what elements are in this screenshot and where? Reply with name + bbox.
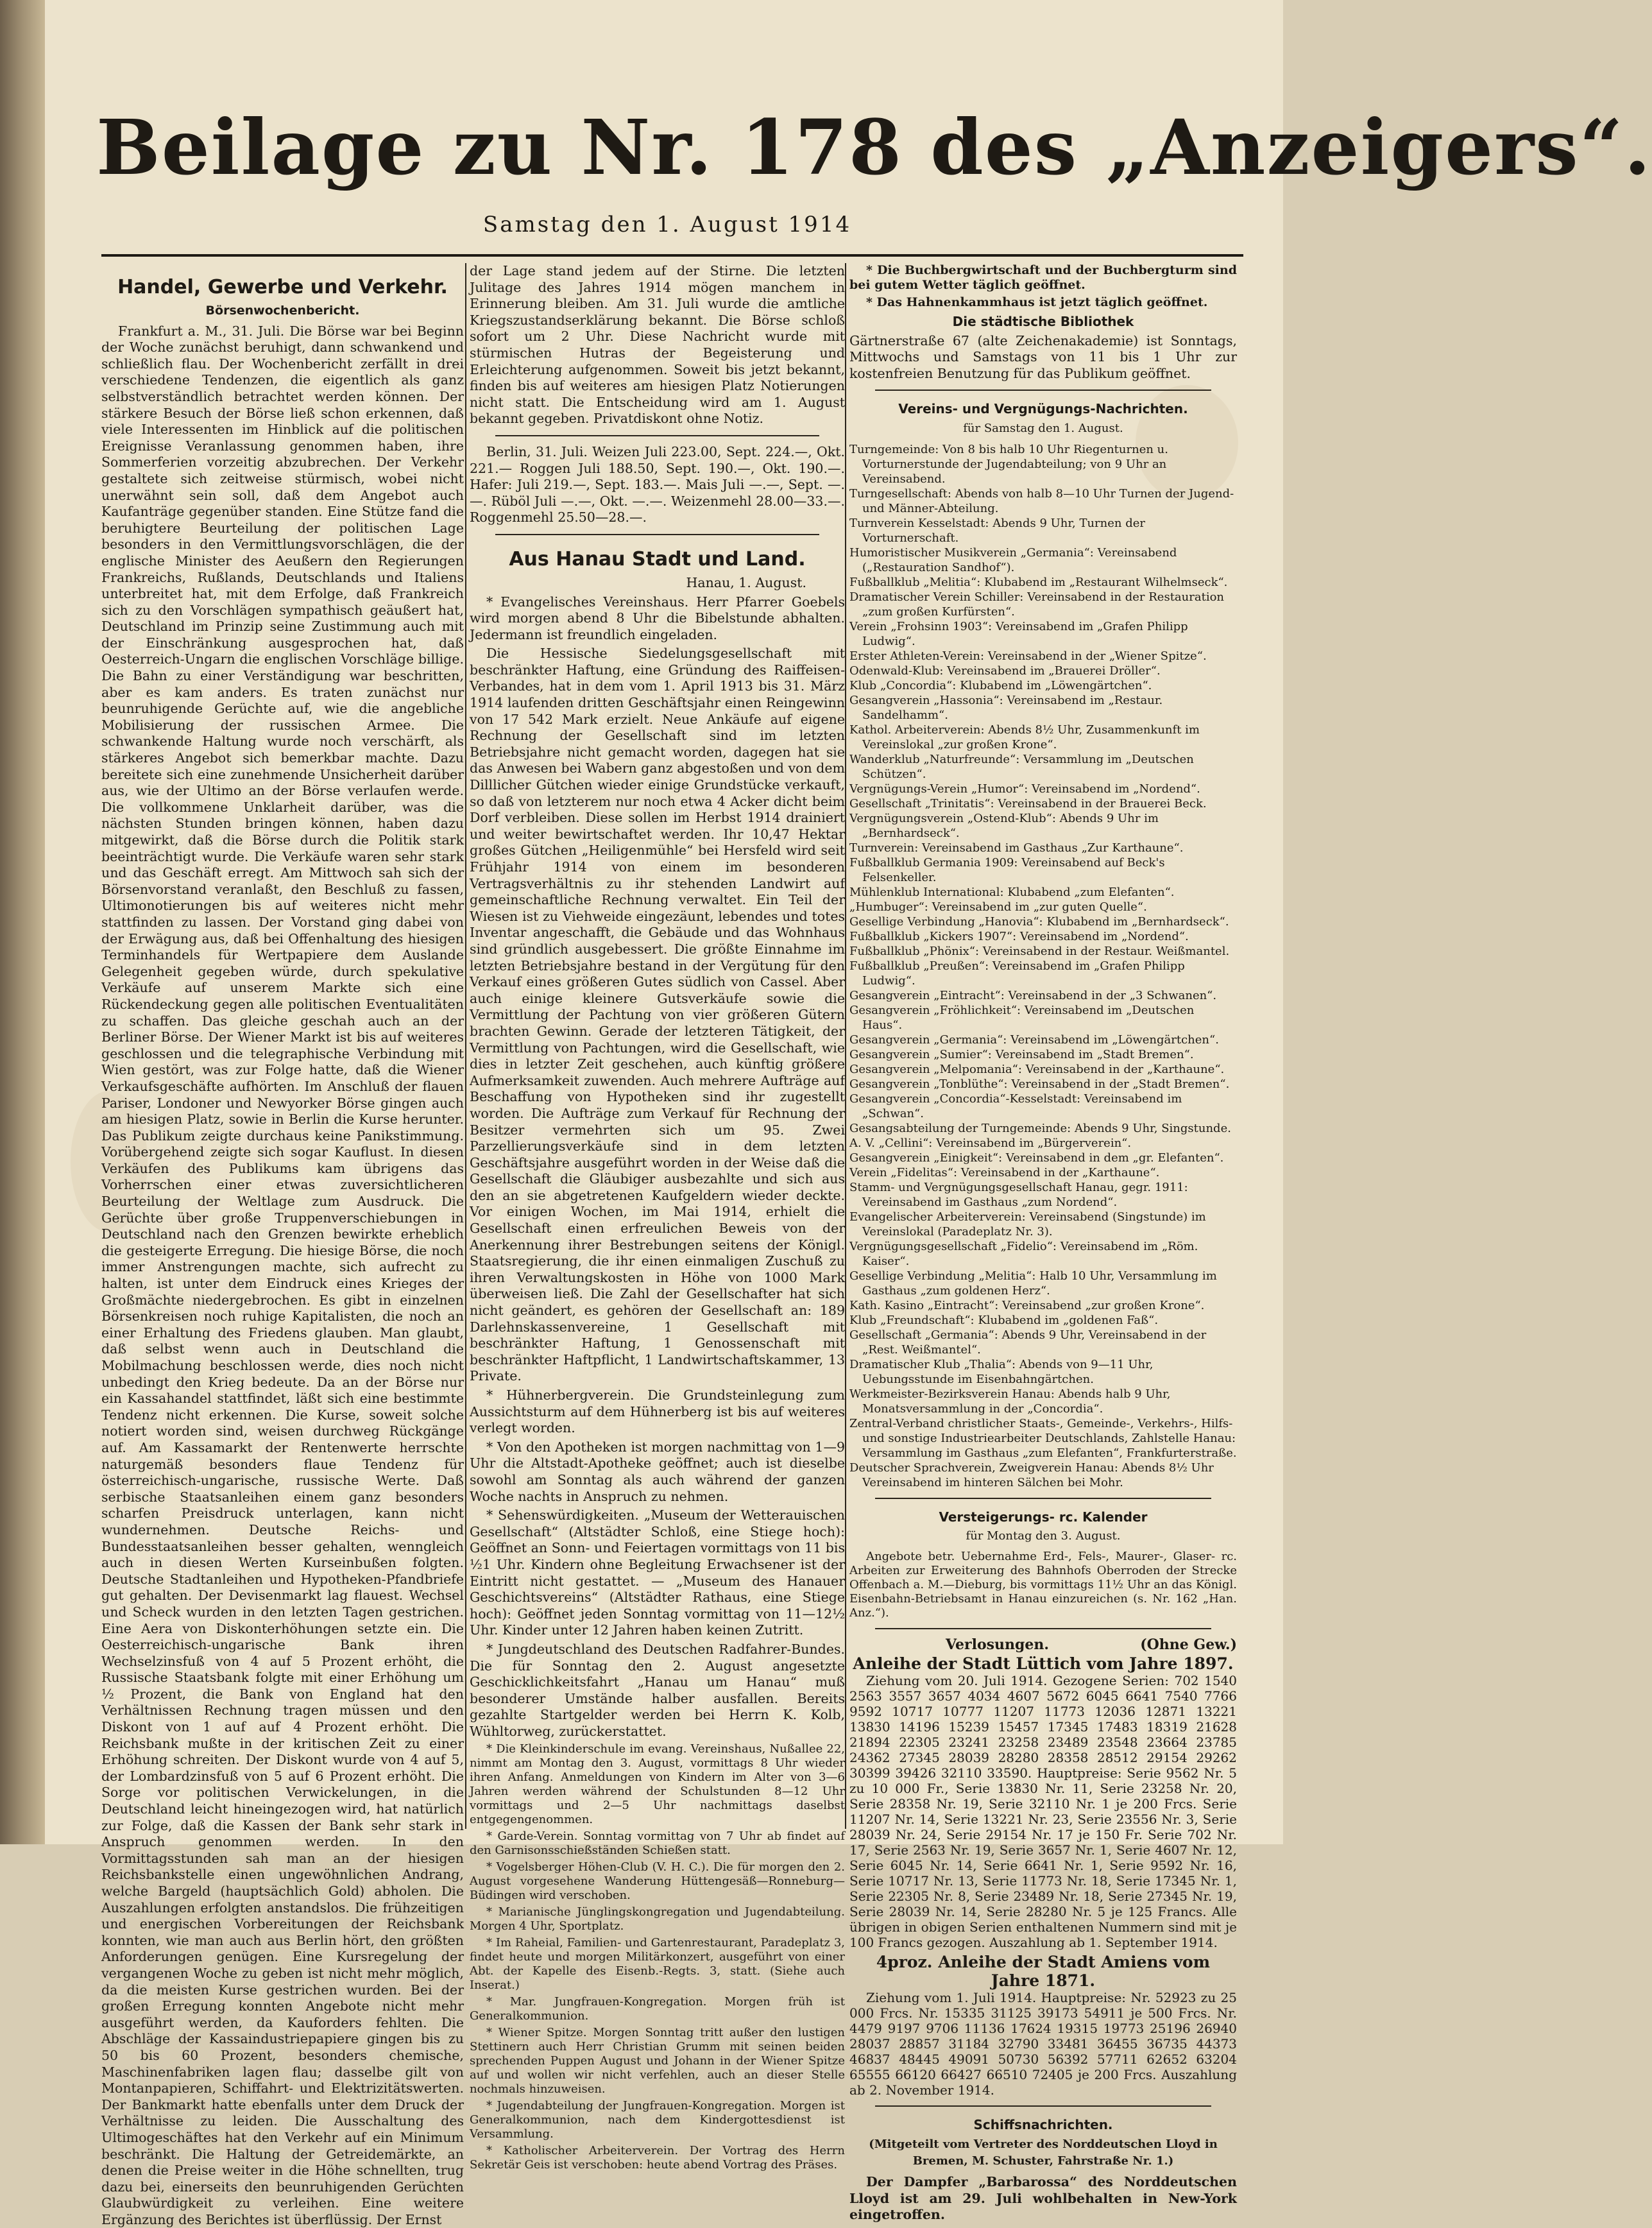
book-binding <box>0 0 45 1844</box>
news-item: * Katholischer Arbeiterverein. Der Vortrag des Herrn Sekretär Geis ist verschoben: heute abend Vortrag des Präses. <box>470 2144 845 2172</box>
column-3 <box>849 263 1237 2223</box>
section-dateline: Hanau, 1. August. <box>686 574 806 590</box>
library-text: Gärtnerstraße 67 (alte Zeichenakademie) ist Sonntags, Mittwochs und Samstags von 11 bis 1 Uhr zur kostenfreien Benutzung für das Publikum geöffnet. <box>849 332 1237 381</box>
vereins-item: Humoristischer Musikverein „Germania“: Vereinsabend („Restauration Sandhof“). <box>849 545 1177 574</box>
vereins-item: Dramatischer Verein Schiller: Vereinsabend in der Restauration „zum großen Kurfürsten“. <box>849 590 1225 619</box>
vereins-item: Verein „Fidelitas“: Vereinsabend in der „Karthaune“. <box>849 1165 1160 1179</box>
schiff-subtitle: (Mitgeteilt vom Vertreter des Norddeutschen Lloyd in Bremen, M. Schuster, Fahrstraße Nr. 1.) <box>869 2137 1218 2168</box>
verlosung-header <box>849 1637 1237 1654</box>
divider <box>875 1498 1211 1499</box>
news-item: * Mar. Jungfrauen-Kongregation. Morgen früh ist Generalkommunion. <box>470 1995 845 2023</box>
masthead: Beilage zu Nr. 178 des „Anzeigers“. <box>96 103 1652 192</box>
vereins-item: Gesangverein „Fröhlichkeit“: Vereinsabend im „Deutschen Haus“. <box>849 1003 1195 1032</box>
vereins-item: Fußballklub Germania 1909: Vereinsabend auf Beck's Felsenkeller. <box>849 855 1165 884</box>
vereins-item: Evangelischer Arbeiterverein: Vereinsabend (Singstunde) im Vereinslokal (Paradeplatz Nr. 3). <box>849 1210 1206 1238</box>
kalender-subtitle: für Montag den 3. August. <box>966 1529 1121 1543</box>
vereins-item: Fußballklub „Kickers 1907“: Vereinsabend im „Nordend“. <box>849 929 1189 943</box>
section-title: Aus Hanau Stadt und Land. <box>509 547 806 570</box>
vereins-item: Vergnügungsgesellschaft „Fidelio“: Vereinsabend im „Röm. Kaiser“. <box>849 1239 1198 1268</box>
vereins-subtitle: für Samstag den 1. August. <box>963 421 1123 435</box>
news-item: * Vogelsberger Höhen-Club (V. H. C.). Die für morgen den 2. August vorgesehene Wanderung Hüttengesäß—Ronneburg—Büdingen wird verschoben. <box>470 1860 845 1903</box>
vereins-item: Turngesellschaft: Abends von halb 8—10 Uhr Turnen der Jugend- und Männer-Abteilung. <box>849 486 1234 515</box>
vereins-item: Turnverein Kesselstadt: Abends 9 Uhr, Turnen der Vorturnerschaft. <box>849 516 1145 545</box>
column-2 <box>470 263 845 2172</box>
column-divider <box>465 263 466 1829</box>
vereins-item: Gesangverein „Concordia“-Kesselstadt: Vereinsabend im „Schwan“. <box>849 1092 1182 1120</box>
notice: * Die Buchbergwirtschaft und der Buchbergturm sind bei gutem Wetter täglich geöffnet. <box>849 263 1237 292</box>
anleihe-title: 4proz. Anleihe der Stadt Amiens vom Jahre 1871. <box>876 1953 1211 1991</box>
vereins-item: Klub „Freundschaft“: Klubabend im „goldenen Faß“. <box>849 1313 1159 1327</box>
vereins-item: Zentral-Verband christlicher Staats-, Gemeinde-, Verkehrs-, Hilfs- und sonstige Industriearbeiter Deutschlands, Zahlstelle Hanau: Versammlung im Gasthaus „zum Elefanten“, Frankfurterstraße. <box>849 1416 1237 1460</box>
vereins-item: Wanderklub „Naturfreunde“: Versammlung im „Deutschen Schützen“. <box>849 752 1194 781</box>
vereins-item: Stamm- und Vergnügungsgesellschaft Hanau, gegr. 1911: Vereinsabend im Gasthaus „zum Nordend“. <box>849 1180 1188 1209</box>
news-item: * Wiener Spitze. Morgen Sonntag tritt außer den lustigen Stettinern auch Herr Christian Grumm mit seinen beiden sprechenden Puppen August und Johann in der Wiener Spitze auf und wollen wir nicht verfehlen, auch an dieser Stelle nochmals hinzuweisen. <box>470 2026 845 2096</box>
column-divider <box>845 263 846 1829</box>
vereins-item: Gesangsabteilung der Turngemeinde: Abends 9 Uhr, Singstunde. <box>849 1121 1231 1135</box>
vereins-item: Fußballklub „Phönix“: Vereinsabend in der Restaur. Weißmantel. <box>849 944 1230 958</box>
news-item: * Sehenswürdigkeiten. „Museum der Wetterauischen Gesellschaft“ (Altstädter Schloß, eine Stiege hoch): Geöffnet an Sonn- und Feiertagen vormittags von 11 bis ½1 Uhr. Kindern ohne Begleitung Erwachsener ist der Eintritt nicht gestattet. — „Museum des Hanauer Geschichtsvereins“ (Altstädter Rathaus, eine Stiege hoch): Geöffnet jeden Sonntag vormittag von 11—12½ Uhr. Kinder unter 12 Jahren haben keinen Zutritt. <box>470 1507 845 1638</box>
divider <box>495 534 819 535</box>
kalender-text: Angebote betr. Uebernahme Erd-, Fels-, Maurer-, Glaser- rc. Arbeiten zur Erweiterung des Bahnhofs Oberroden der Strecke Offenbach a. M.—Dieburg, bis vormittags 11½ Uhr an das Königl. Eisenbahn-Betriebsamt in Hanau einzureichen (s. Nr. 162 „Han. Anz.“). <box>849 1549 1237 1620</box>
vereins-item: Gesangverein „Eintracht“: Vereinsabend in der „3 Schwanen“. <box>849 988 1217 1002</box>
news-item: * Hühnerbergverein. Die Grundsteinlegung zum Aussichtsturm auf dem Hühnerberg ist bis auf weiteres verlegt worden. <box>470 1387 845 1436</box>
news-item: * Evangelisches Vereinshaus. Herr Pfarrer Goebels wird morgen abend 8 Uhr die Bibelstunde abhalten. Jedermann ist freundlich eingeladen. <box>470 594 845 642</box>
vereins-item: A. V. „Cellini“: Vereinsabend im „Bürgerverein“. <box>849 1136 1132 1150</box>
vereins-item: Kathol. Arbeiterverein: Abends 8½ Uhr, Zusammenkunft im Vereinslokal „zur großen Krone“. <box>849 723 1200 751</box>
vereins-item: Gesellschaft „Germania“: Abends 9 Uhr, Vereinsabend in der „Rest. Weißmantel“. <box>849 1328 1207 1357</box>
news-item: Die Hessische Siedelungsgesellschaft mit beschränkter Haftung, eine Gründung des Raiffeisen-Verbandes, hat in dem vom 1. April 1913 bis 31. März 1914 laufenden dritten Geschäftsjahr einen Reingewinn von 17 542 Mark erzielt. Neue Ankäufe auf eigene Rechnung der Gesellschaft sind im letzten Betriebsjahre nicht gemacht worden, dagegen hat sie das Anwesen bei Wabern ganz abgestoßen und von dem Dilllicher Gütchen wieder einige Grundstücke verkauft, so daß von letzterem nur noch etwa 4 Acker dicht beim Dorf verbleiben. Diese sollen im Herbst 1914 drainiert und weiter bewirtschaftet werden. Ihr 10,47 Hektar großes Gütchen „Heiligenmühle“ bei Hersfeld wird seit Frühjahr 1914 von einem im besonderen Vertragsverhältnis zu ihr stehenden Landwirt auf gemeinschaftliche Rechnung verwaltet. Ein Teil der Wiesen ist zu Viehweide eingezäunt, lebendes und totes Inventar angeschafft, die Gebäude und das Wohnhaus sind gründlich ausgebessert. Die größte Einnahme im letzten Betriebsjahre bestand in der Vergütung für den Verkauf eines größeren Gutes südlich von Cassel. Aber auch einige kleinere Gutsverkäufe sowie die Vermittlung der Pachtung von vier größeren Gütern brachten Gewinn. Gerade der letzteren Tätigkeit, der Vermittlung von Pachtungen, wird die Gesellschaft, wie dies in letzter Zeit geschehen, auch künftig größere Aufmerksamkeit zuwenden. Auch mehrere Aufträge auf Beschaffung von Hypotheken sind ihr zugestellt worden. Die Aufträge zum Verkauf für Rechnung der Besitzer vermehrten sich um 95. Zwei Parzellierungsverkäufe sind in dem letzten Geschäftsjahre ausgeführt worden in der Weise daß die Gesellschaft die Gläubiger ausbezahlte und sich aus den an sie abgetretenen Kaufgeldern wieder deckte. Vor einigen Wochen, im Mai 1914, erhielt die Gesellschaft einen erfreulichen Beweis von der Anerkennung ihrer Bestrebungen seitens der Königl. Staatsregierung, die ihr einen einmaligen Zuschuß zu ihren Verwaltungskosten in Höhe von 1000 Mark überweisen ließ. Die Zahl der Gesellschafter hat sich nicht geändert, es gehören der Gesellschaft an: 189 Darlehnskassenvereine, 1 Gesellschaft mit beschränkter Haftung, 1 Genossenschaft mit beschränkter Haftpflicht, 1 Landwirtschaftskammer, 13 Private. <box>470 646 845 1384</box>
anleihe-title: Anleihe der Stadt Lüttich vom Jahre 1897. <box>853 1654 1234 1674</box>
anleihe-text: Ziehung vom 1. Juli 1914. Hauptpreise: Nr. 52923 zu 25 000 Frcs. Nr. 15335 31125 39173 54911 je 500 Frcs. Nr. 4479 9197 9706 11136 17624 19315 19773 25196 26940 28037 28857 31184 32790 33481 36455 36735 44373 46837 48445 49091 50730 56392 57711 62652 63204 65555 66120 66427 66510 72405 je 200 Frcs. Auszahlung ab 2. November 1914. <box>849 1990 1237 2098</box>
section-title: Handel, Gewerbe und Verkehr. <box>117 276 448 298</box>
vereins-item: Fußballklub „Melitia“: Klubabend im „Restaurant Wilhelmseck“. <box>849 575 1228 589</box>
vereins-item: Fußballklub „Preußen“: Vereinsabend im „Grafen Philipp Ludwig“. <box>849 959 1185 988</box>
news-item: * Im Raheial, Familien- und Gartenrestaurant, Paradeplatz 3, findet heute und morgen Militärkonzert, ausgeführt von einer Abt. der Kapelle des Eisenb.-Regts. 3, statt. (Siehe auch Inserat.) <box>470 1936 845 1992</box>
vereins-item: Turnverein: Vereinsabend im Gasthaus „Zur Karthaune“. <box>849 841 1184 855</box>
divider <box>875 390 1211 391</box>
verlosung-note: (Ohne Gew.) <box>1140 1636 1237 1653</box>
vereins-item: Turngemeinde: Von 8 bis halb 10 Uhr Riegenturnen u. Vorturnerstunde der Jugendabteilung; von 9 Uhr an Vereinsabend. <box>849 442 1168 486</box>
vereins-item: Vergnügungs-Verein „Humor“: Vereinsabend im „Nordend“. <box>849 782 1200 796</box>
vereins-item: Mühlenklub International: Klubabend „zum Elefanten“. <box>849 885 1175 899</box>
news-item: * Marianische Jünglingskongregation und Jugendabteilung. Morgen 4 Uhr, Sportplatz. <box>470 1905 845 1933</box>
vereins-title: Vereins- und Vergnügungs-Nachrichten. <box>898 401 1188 417</box>
article-paragraph: der Lage stand jedem auf der Stirne. Die letzten Julitage des Jahres 1914 mögen manchem in Erinnerung bleiben. Am 31. Juli wurde die amtliche Kriegszustandserklärung bekannt. Die Börse schloß sofort um 2 Uhr. Diese Nachricht wurde mit stürmischen Hutras der Begeisterung und Erleichterung aufgenommen. Soweit bis jetzt bekannt, finden bis auf weiteres am hiesigen Platz Notierungen nicht statt. Die Entscheidung wird am 1. August bekannt gegeben. Privatdiskont ohne Notiz. <box>470 263 845 427</box>
vereins-item: Gesangverein „Tonblüthe“: Vereinsabend in der „Stadt Bremen“. <box>849 1077 1230 1091</box>
library-title: Die städtische Bibliothek <box>952 314 1134 329</box>
news-item: * Jugendabteilung der Jungfrauen-Kongregation. Morgen ist Generalkommunion, nach dem Kindergottesdienst ist Versammlung. <box>470 2099 845 2141</box>
divider <box>495 435 819 436</box>
vereins-item: Dramatischer Klub „Thalia“: Abends von 9—11 Uhr, Uebungsstunde im Eisenbahngärtchen. <box>849 1357 1154 1386</box>
vereins-item: Gesangverein „Germania“: Vereinsabend im „Löwengärtchen“. <box>849 1033 1219 1047</box>
notice: * Das Hahnenkammhaus ist jetzt täglich geöffnet. <box>866 295 1208 309</box>
schiff-title: Schiffsnachrichten. <box>973 2117 1113 2133</box>
news-item: * Garde-Verein. Sonntag vormittag von 7 Uhr ab findet auf den Garnisonsschießständen Schießen statt. <box>470 1830 845 1858</box>
news-item: * Von den Apotheken ist morgen nachmittag von 1—9 Uhr die Altstadt-Apotheke geöffnet; auch ist dieselbe sowohl am Sonntag als auch während der ganzen Woche nachts in Anspruch zu nehmen. <box>470 1439 845 1504</box>
anleihe-text: Ziehung vom 20. Juli 1914. Gezogene Serien: 702 1540 2563 3557 3657 4034 4607 5672 6045 6641 7540 7766 9592 10717 10777 11207 11773 12036 12871 13221 13830 14196 15239 15457 17345 17483 18319 21628 21894 22305 23241 23258 23489 23548 23664 23785 24362 27345 28039 28280 28358 28512 29154 29262 30399 39426 32110 33590. Hauptpreise: Serie 9562 Nr. 5 zu 10 000 Fr., Serie 13830 Nr. 11, Serie 23258 Nr. 20, Serie 28358 Nr. 19, Serie 32110 Nr. 1 je 200 Frcs. Serie 11207 Nr. 14, Serie 13221 Nr. 23, Serie 23556 Nr. 3, Serie 28039 Nr. 24, Serie 29154 Nr. 17 je 150 Fr. Serie 702 Nr. 17, Serie 2563 Nr. 19, Serie 3657 Nr. 1, Serie 4607 Nr. 12, Serie 6045 Nr. 14, Serie 6641 Nr. 1, Serie 9592 Nr. 16, Serie 10717 Nr. 13, Serie 11773 Nr. 18, Serie 17345 Nr. 1, Serie 22305 Nr. 8, Serie 23489 Nr. 18, Serie 27345 Nr. 19, Serie 28039 Nr. 14, Serie 28280 Nr. 5 je 125 Francs. Alle übrigen in obigen Serien enthaltenen Nummern sind mit je 100 Francs gezogen. Auszahlung ab 1. September 1914. <box>849 1673 1237 1951</box>
divider <box>875 2105 1211 2107</box>
vereins-item: Vergnügungsverein „Ostend-Klub“: Abends 9 Uhr im „Bernhardseck“. <box>849 811 1159 840</box>
vereins-list <box>849 442 1237 1490</box>
section-subtitle: Börsenwochenbericht. <box>205 304 360 318</box>
vereins-item: Klub „Concordia“: Klubabend im „Löwengärtchen“. <box>849 678 1152 692</box>
column-1 <box>101 263 464 2227</box>
market-report: Berlin, 31. Juli. Weizen Juli 223.00, Sept. 224.—, Okt. 221.— Roggen Juli 188.50, Sept. 190.—, Okt. 190.—. Hafer: Juli 219.—, Sept. 183.—. Mais Juli —.—, Sept. —.—. Rüböl Juli —.—, Okt. —.—. Weizenmehl 28.00—33.—. Roggenmehl 25.50—28.—. <box>470 443 845 526</box>
article-paragraph: Frankfurt a. M., 31. Juli. Die Börse war bei Beginn der Woche zunächst beruhigt, dann schwankend und schließlich flau. Der Wochenbericht zerfällt in drei verschiedene Tendenzen, die eigentlich als ganz selbstverständlich betrachtet werden können. Der stärkere Besuch der Börse ließ schon erkennen, daß viele Interessenten im Hinblick auf die politischen Ereignisse Veranlassung genommen haben, ihre Sommerferien vorzeitig abzubrechen. Der Verkehr gestaltete sich zeitweise stürmisch, wobei nicht unerwähnt sein soll, daß dem Angebot auch Kaufanträge gegenüber standen. Eine Stütze fand die beruhigtere Beurteilung der politischen Lage besonders in den Vermittlungsvorschlägen, die der englische Minister des Aeußern den Regierungen Frankreichs, Rußlands, Deutschlands und Italiens unterbreitet hat, mit dem Erfolge, daß Frankreich sich zu den Vorschlägen sympathisch geäußert hat, Deutschland im Prinzip seine Zustimmung auch mit der Einschränkung ausgesprochen hat, daß Oesterreich-Ungarn die englischen Vorschläge billige. Die Bahn zu einer Verständigung war beschritten, aber es kam anders. Es traten zunächst nur beunruhigende Gerüchte auf, wie die angebliche Mobilisierung der russischen Armee. Die schwankende Haltung wurde noch verschärft, als stärkeres Angebot sich bemerkbar machte. Dazu bereitete sich eine zunehmende Unsicherheit darüber aus, wie der Ultimo an der Börse verlaufen werde. Die vollkommene Unklarheit darüber, was die nächsten Stunden bringen können, haben dazu mitgewirkt, daß die Börse durch die Politik stark beeinträchtigt wurde. Die Verkäufe waren sehr stark und das Geschäft erregt. Am Mittwoch sah sich der Börsenvorstand veranlaßt, den Beschluß zu fassen, Ultimonotierungen bis auf weiteres nicht mehr stattfinden zu lassen. Der Vorstand ging dabei von der Erwägung aus, daß bei Offenhaltung des hiesigen Terminhandels für Wertpapiere dem Auslande Gelegenheit gegeben würde, durch spekulative Verkäufe auf unserem Markte sich eine Rückendeckung gegen alle politischen Eventualitäten zu schaffen. Das gleiche geschah auch an der Berliner Börse. Der Wiener Markt ist bis auf weiteres geschlossen und die telegraphische Verbindung mit Wien gestört, was zur Folge hatte, daß die Wiener Verkaufsgeschäfte aufhörten. Im Anschluß der flauen Pariser, Londoner und Newyorker Börse gingen auch am hiesigen Platz, sowie in Berlin die Kurse herunter. Das Publikum zeigte durchaus keine Panikstimmung. Vorübergehend zeigte sich sogar Kauflust. In diesen Verkäufen des Publikums kam übrigens das Vorherrschen einer etwas zuversichtlicheren Beurteilung der Weltlage zum Ausdruck. Die Gerüchte über große Truppenverschiebungen in Deutschland nach den Grenzen bewirkte erheblich die gesteigerte Erregung. Die hiesige Börse, die noch immer Anstrengungen machte, sich aufrecht zu halten, ist unter dem Eindruck eines Krieges der Großmächte niedergebrochen. Es gibt in einzelnen Börsenkreisen noch ruhige Kapitalisten, die noch an einer Erhaltung des Friedens glauben. Man glaubt, daß selbst wenn auch in Deutschland die Mobilmachung beschlossen werde, dies noch nicht unbedingt den Krieg bedeute. Da an der Börse nur ein Kassahandel stattfindet, läßt sich eine bestimmte Tendenz nicht erkennen. Die Kurse, soweit solche notiert worden sind, weisen durchweg Rückgänge auf. Am Kassamarkt der Rentenwerte herrschte naturgemäß besonders flaue Tendenz für österreichisch-ungarische, russische Werte. Daß serbische Staatsanleihen einem ganz besonders scharfen Preisdruck unterlagen, kann nicht wundernehmen. Deutsche Reichs- und Bundesstaatsanleihen besser gehalten, wenngleich auch in diesen Werten Kurseinbußen folgten. Deutsche Stadtanleihen und Hypotheken-Pfandbriefe gut gehalten. Der Devisenmarkt lag flauest. Wechsel und Scheck wurden in den letzten Tagen gestrichen. Eine Aera von Diskonterhöhungen setzte ein. Die Oesterreichisch-ungarische Bank ihren Wechselzinsfuß von 4 auf 5 Prozent erhöht, die Russische Staatsbank folgte mit einer Erhöhung um ½ Prozent, die Bank von England hat den Verhältnissen Rechnung tragen müssen und den Diskont von 1 auf auf 4 Prozent erhöht. Die Reichsbank mußte in der kritischen Zeit zu einer Erhöhung schreiten. Der Diskont wurde von 4 auf 5, der Lombardzinsfuß von 5 auf 6 Prozent erhöht. Die Sorge vor politischen Verwickelungen, in die Deutschland leicht hineingezogen wird, hat natürlich zur Folge, daß die Kassen der Bank sehr stark in Anspruch genommen werden. In den Vormittagsstunden sah man an der hiesigen Reichsbankstelle einen ungewöhnlichen Andrang, welche Bargeld (hauptsächlich Gold) abholen. Die Auszahlungen erfolgten anstandslos. Die frühzeitigen und energischen Vorbereitungen der Reichsbank konnten, wie man auch aus Berlin hört, den größten Anforderungen genügen. Eine Kursregelung der vergangenen Woche zu geben ist nicht mehr möglich, da die meisten Kurse gestrichen wurden. Bei der großen Erregung konnten Angebote nicht mehr ausgeführt werden, da Kauforders fehlten. Die Abschläge der Kassaindustriepapiere gingen bis zu 50 bis 60 Prozent, besonders chemische, Maschinenfabriken lagen flau; dasselbe gilt von Montanpapieren, Schiffahrt- und Elektrizitätswerten. Der Bankmarkt hatte ebenfalls unter dem Druck der Verhältnisse zu leiden. Die Ausschaltung des Ultimogeschäftes hat den Verkehr auf ein Minimum beschränkt. Die Haltung der Getreidemärkte, an denen die Preise weiter in die Höhe schnellten, trug dazu bei, einerseits den beunruhigenden Gerüchten Glaubwürdigkeit zu verleihen. Eine weitere Ergänzung des Berichtes ist überflüssig. Der Ernst <box>101 323 464 2227</box>
vereins-item: Gesellige Verbindung „Hanovia“: Klubabend im „Bernhardseck“. <box>849 914 1229 929</box>
vereins-item: Werkmeister-Bezirksverein Hanau: Abends halb 9 Uhr, Monatsversammlung in der „Concordia“. <box>849 1387 1171 1416</box>
verlosung-title: Verlosungen. <box>946 1636 1050 1653</box>
vereins-item: Gesangverein „Einigkeit“: Vereinsabend in dem „gr. Elefanten“. <box>849 1151 1224 1165</box>
vereins-item: Verein „Frohsinn 1903“: Vereinsabend im „Grafen Philipp Ludwig“. <box>849 619 1188 648</box>
divider <box>875 1628 1211 1629</box>
news-item: * Die Kleinkinderschule im evang. Vereinshaus, Nußallee 22, nimmt am Montag den 3. August, vormittags 8 Uhr wieder ihren Anfang. Anmeldungen von Kindern im Alter von 3—6 Jahren werden während der Schulstunden 8—12 Uhr vormittags und 2—5 Uhr nachmittags daselbst entgegengenommen. <box>470 1742 845 1827</box>
vereins-item: Gesellige Verbindung „Melitia“: Halb 10 Uhr, Versammlung im Gasthaus „zum goldenen Herz“. <box>849 1269 1217 1298</box>
vereins-item: Gesellschaft „Trinitatis“: Vereinsabend in der Brauerei Beck. <box>849 796 1207 810</box>
header-rule <box>101 254 1243 257</box>
kalender-title: Versteigerungs- rc. Kalender <box>939 1509 1148 1525</box>
vereins-item: „Humbuger“: Vereinsabend im „zur guten Quelle“. <box>849 900 1147 914</box>
vereins-item: Erster Athleten-Verein: Vereinsabend in der „Wiener Spitze“. <box>849 649 1207 663</box>
vereins-item: Gesangverein „Melpomania“: Vereinsabend in der „Karthaune“. <box>849 1062 1225 1076</box>
news-item: * Jungdeutschland des Deutschen Radfahrer-Bundes. Die für Sonntag den 2. August angesetzte Geschicklichkeitsfahrt „Hanau um Hanau“ muß besonderer Umstände halber ausfallen. Bereits gezahlte Startgelder werden bei Herrn K. Kolb, Wühltorweg, zurückerstattet. <box>470 1641 845 1739</box>
vereins-item: Odenwald-Klub: Vereinsabend im „Brauerei Dröller“. <box>849 664 1161 678</box>
vereins-item: Gesangverein „Hassonia“: Vereinsabend im „Restaur. Sandelhamm“. <box>849 693 1163 722</box>
schiff-text: Der Dampfer „Barbarossa“ des Norddeutschen Lloyd ist am 29. Juli wohlbehalten in New-York eingetroffen. <box>849 2174 1237 2223</box>
vereins-item: Deutscher Sprachverein, Zweigverein Hanau: Abends 8½ Uhr Vereinsabend im hinteren Sälchen bei Mohr. <box>849 1461 1214 1489</box>
vereins-item: Gesangverein „Sumier“: Vereinsabend im „Stadt Bremen“. <box>849 1047 1194 1061</box>
issue-date: Samstag den 1. August 1914 <box>482 212 852 237</box>
vereins-item: Kath. Kasino „Eintracht“: Vereinsabend „zur großen Krone“. <box>849 1298 1205 1312</box>
